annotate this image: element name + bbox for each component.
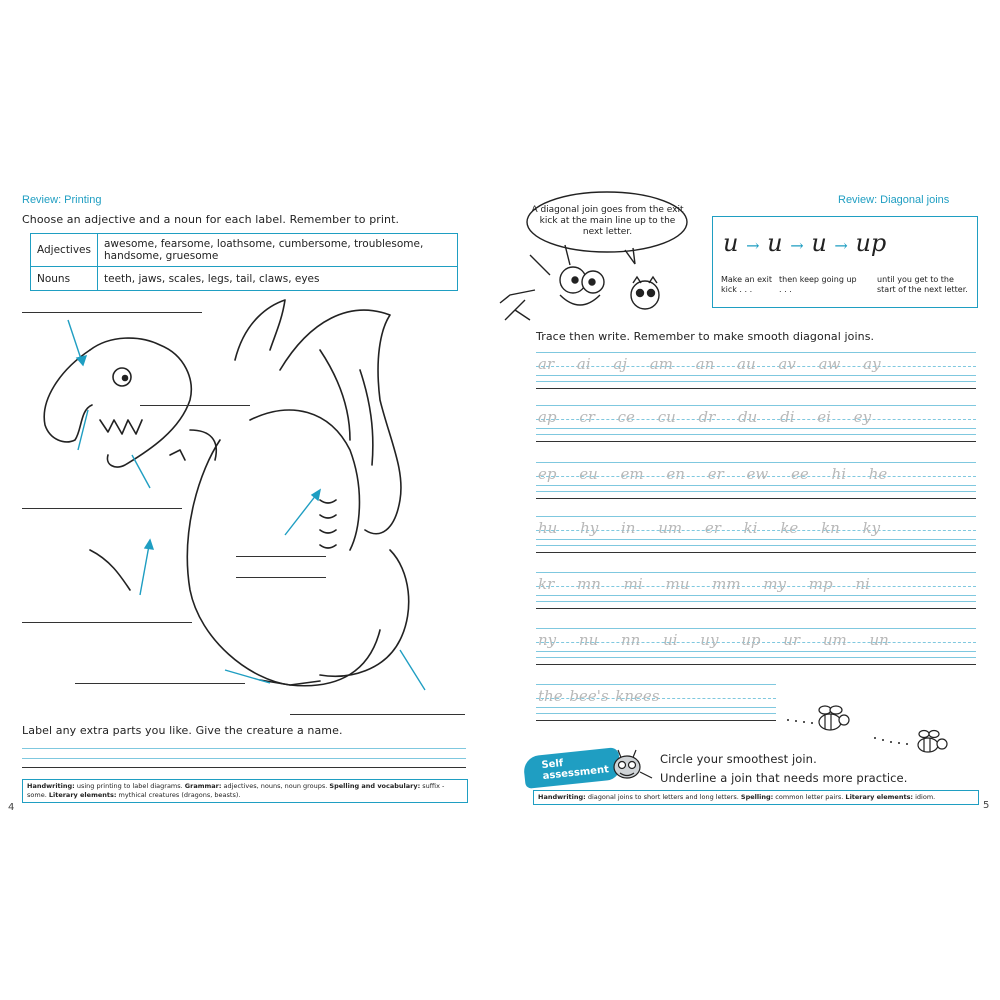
row-label-nouns: Nouns — [31, 267, 98, 291]
trace-letters: ep eu em en er ew ee hi he — [538, 465, 888, 483]
footer-text: diagonal joins to short letters and long letters. — [587, 793, 739, 801]
practice-row[interactable] — [536, 462, 976, 500]
left-footer — [22, 779, 468, 803]
footer-label: Grammar: — [184, 782, 222, 790]
trace-letters: ap cr ce cu dr du di ei ey — [538, 408, 872, 426]
trace-letters: ny nu nn ui uy up ur um un — [538, 631, 889, 649]
word-bank-table — [30, 233, 458, 291]
left-instruction: Choose an adjective and a noun for each label. Remember to print. — [22, 213, 400, 226]
practice-row[interactable] — [536, 572, 976, 610]
practice-row[interactable] — [536, 352, 976, 390]
label-line[interactable] — [75, 683, 245, 684]
footer-text: idiom. — [915, 793, 936, 801]
footer-label: Literary elements: — [845, 793, 914, 801]
footer-text: mythical creatures (dragons, beasts). — [118, 791, 241, 799]
practice-row[interactable] — [536, 405, 976, 443]
trace-letters: the bee's knees — [538, 687, 660, 705]
trace-letters: kr mn mi mu mm my mp ni — [538, 575, 870, 593]
arrow-right-icon: → — [790, 236, 804, 255]
goat-character-icon — [606, 742, 656, 792]
writing-line[interactable] — [22, 758, 466, 759]
self-assessment-badge-text: Self assessment — [541, 757, 610, 783]
writing-line[interactable] — [22, 748, 466, 749]
arrow-right-icon: → — [746, 236, 760, 255]
right-footer — [533, 790, 979, 805]
table-row — [31, 234, 458, 267]
label-line[interactable] — [236, 577, 326, 578]
footer-label: Handwriting: — [538, 793, 586, 801]
join-demo-letters — [723, 229, 886, 257]
practice-row[interactable] — [536, 516, 976, 554]
demo-letter: u — [723, 229, 739, 257]
demo-caption: Make an exit kick . . . — [721, 275, 773, 294]
footer-text: suffix -some. — [27, 782, 445, 799]
footer-label: Handwriting: — [27, 782, 75, 790]
row-words-nouns: teeth, jaws, scales, legs, tail, claws, eyes — [98, 267, 458, 291]
label-line[interactable] — [22, 312, 202, 313]
dragon-illustration — [20, 290, 470, 710]
right-page-number: 5 — [983, 800, 990, 811]
label-line[interactable] — [22, 622, 192, 623]
demo-letter: u — [811, 229, 827, 257]
footer-label: Spelling and vocabulary: — [329, 782, 421, 790]
practice-row[interactable] — [536, 684, 776, 722]
arrow-right-icon: → — [834, 236, 848, 255]
trace-letters: hu hy in um er ki ke kn ky — [538, 519, 881, 537]
demo-letter: up — [855, 229, 887, 257]
footer-label: Spelling: — [740, 793, 774, 801]
footer-text: common letter pairs. — [775, 793, 844, 801]
table-row — [31, 267, 458, 291]
row-words-adjectives: awesome, fearsome, loathsome, cumbersome, troublesome, handsome, gruesome — [98, 234, 458, 267]
self-assessment-line1: Circle your smoothest join. — [660, 752, 817, 766]
join-demo-box — [712, 216, 978, 308]
left-page-number: 4 — [8, 802, 15, 813]
practice-row[interactable] — [536, 628, 976, 666]
label-line[interactable] — [236, 556, 326, 557]
speech-bubble-text: A diagonal join goes from the exit kick at the main line up to the next letter. — [531, 205, 684, 237]
right-page-heading: Review: Diagonal joins — [838, 194, 950, 206]
label-line[interactable] — [140, 405, 250, 406]
demo-caption: until you get to the start of the next letter. — [877, 275, 968, 294]
footer-text: using printing to label diagrams. — [76, 782, 183, 790]
bee-icon — [780, 700, 960, 760]
row-label-adjectives: Adjectives — [31, 234, 98, 267]
label-line[interactable] — [290, 714, 465, 715]
demo-letter: u — [767, 229, 783, 257]
trace-letters: ar ai aj am an au av aw ay — [538, 355, 881, 373]
footer-label: Literary elements: — [48, 791, 117, 799]
right-instruction: Trace then write. Remember to make smooth diagonal joins. — [536, 330, 875, 343]
extra-parts-instruction: Label any extra parts you like. Give the creature a name. — [22, 724, 343, 737]
demo-caption: then keep going up . . . — [779, 275, 857, 294]
left-page-heading: Review: Printing — [22, 194, 102, 206]
label-line[interactable] — [22, 508, 182, 509]
writing-line[interactable] — [22, 767, 466, 768]
footer-text: adjectives, nouns, noun groups. — [223, 782, 328, 790]
self-assessment-line2: Underline a join that needs more practice. — [660, 771, 908, 785]
